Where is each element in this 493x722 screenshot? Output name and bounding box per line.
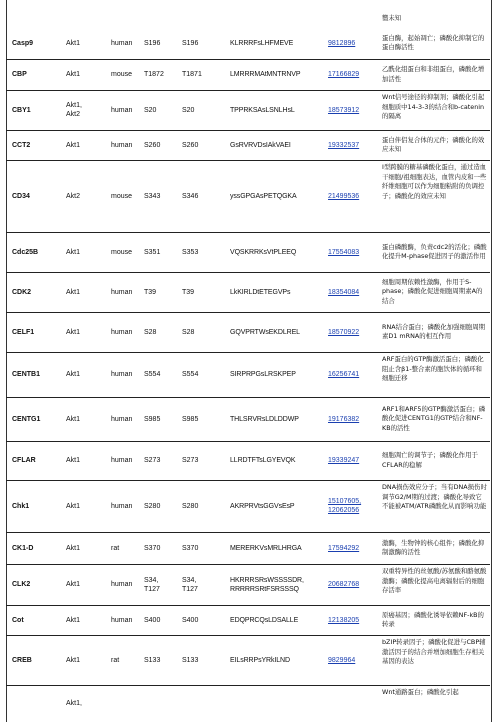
site-cell: S34, T127 [182, 576, 198, 593]
site-cell: S196 [144, 39, 161, 47]
description-cell: 细胞周期依赖性激酶，作用于S-phase；磷酸化促进细胞周期素A的结合 [382, 277, 483, 305]
site-cell: S985 [144, 415, 161, 423]
species-cell: rat [111, 656, 120, 664]
species-cell: human [111, 106, 133, 114]
sequence-cell: SIRPRPGsLRSKPEP [230, 371, 296, 378]
site-cell: S273 [144, 457, 161, 464]
site-cell: S280 [182, 502, 199, 510]
pmid-link[interactable]: 19332537 [328, 141, 360, 149]
description-cell: 蛋白伴侣复合体的元件；磷酸化的效应未知 [382, 135, 485, 153]
gene-cell: CENTG1 [12, 415, 41, 423]
site-cell: S400 [182, 616, 199, 624]
gene-cell: CDK2 [12, 288, 32, 296]
pmid-link[interactable]: 17166829 [328, 71, 360, 78]
description-cell: Wnt信号途径的抑制剂；磷酸化引起细胞质中14-3-3的结合和b-catenin的隔离 [382, 93, 485, 120]
kinase-cell: Akt1 [66, 328, 81, 336]
pmid-link[interactable]: 9829964 [328, 656, 356, 664]
sequence-cell: LMRRRMAtMNTRNVP [230, 71, 301, 78]
pmid-link[interactable]: 18570922 [328, 328, 360, 336]
kinase-cell: Akt1 [66, 581, 81, 588]
site-cell: S133 [144, 656, 161, 664]
description-cell: 激酶，生物钟的核心组件；磷酸化抑制激酶的活性 [382, 538, 485, 556]
site-cell: S400 [144, 616, 161, 624]
species-cell: human [111, 39, 133, 47]
site-cell: S370 [182, 544, 199, 552]
kinase-cell: Akt1 [66, 288, 81, 296]
kinase-cell: Akt1 [66, 248, 81, 256]
site-cell: S260 [182, 141, 199, 149]
site-cell: S554 [144, 371, 161, 378]
kinase-cell: Akt1 [66, 544, 81, 552]
table-row [6, 635, 490, 686]
species-cell: human [111, 415, 133, 423]
species-cell: human [111, 457, 133, 464]
species-cell: human [111, 141, 133, 149]
pmid-link[interactable] [328, 685, 380, 722]
description-cell: 乙酰化组蛋白和非组蛋白，磷酸化增加活性 [382, 65, 485, 83]
table-row [6, 27, 490, 60]
gene-cell: CCT2 [12, 141, 31, 149]
species-cell: mouse [111, 192, 133, 200]
species-cell [111, 685, 147, 722]
site-cell: S353 [182, 248, 199, 256]
sequence-cell: KLRRRFsLHFMEVE [230, 39, 294, 47]
kinase-cell: Akt1 [66, 39, 81, 47]
kinase-cell: Akt1, Akt2 [66, 102, 82, 118]
site-cell: S554 [182, 371, 199, 378]
description-cell: 双重特异性的丝氨酸/苏氨酸和酪氨酸激酶；磷酸化提高电离辐射后的细胞存活率 [382, 567, 487, 594]
site-cell: S260 [144, 141, 161, 149]
sequence-cell: AKRPRVtsGGVsEsP [230, 502, 295, 510]
sequence-cell: MERERKVsMRLHRGA [230, 544, 302, 552]
gene-cell: CBP [12, 71, 27, 78]
sequence-cell: GQVPRTWsEKDLREL [230, 328, 300, 336]
site-cell: S20 [144, 106, 157, 114]
pmid-link[interactable]: 18354084 [328, 288, 360, 296]
table-row [6, 59, 490, 91]
kinase-cell: Akt1 [66, 141, 81, 149]
sequence-cell: EDQPRCQsLDSALLE [230, 616, 299, 624]
site-cell: S34, T127 [144, 576, 160, 593]
site-cell: S28 [144, 328, 157, 336]
gene-cell: Chk1 [12, 502, 30, 510]
species-cell: human [111, 328, 133, 336]
gene-cell: CD34 [12, 192, 30, 200]
table-row [6, 480, 490, 533]
pmid-link[interactable]: 16256741 [328, 371, 360, 378]
site-cell: T39 [144, 288, 157, 296]
kinase-cell: Akt1, [66, 700, 82, 707]
pmid-link[interactable]: 20682768 [328, 581, 360, 588]
description-cell: Wnt通路蛋白；磷酸化引起 [382, 688, 459, 696]
sequence-cell: LLRDTFTsLGYEVQK [230, 457, 296, 464]
gene-cell: CELF1 [12, 328, 35, 336]
site-cell: T1871 [182, 71, 202, 78]
table-row [6, 685, 490, 722]
sequence-cell: GsRVRVDsIAkVAEI [230, 141, 291, 149]
site-cell: S985 [182, 415, 199, 423]
gene-cell: CENTB1 [12, 371, 41, 378]
description-cell: ARF1和ARF5的GTP酶激活蛋白；磷酸化促进CENTG1的GTP结合和NF-KB的活性 [382, 404, 486, 432]
pmid-link[interactable]: 15107605, 12062056 [328, 498, 362, 514]
sequence-cell: LkKIRLDtETEGVPs [230, 288, 291, 296]
pmid-link[interactable]: 17554083 [328, 248, 360, 256]
pmid-link[interactable]: 21499536 [328, 192, 360, 200]
table-row [6, 532, 490, 565]
description-cell: 原癌基因；磷酸化诱导依赖NF-kB的转录 [382, 610, 484, 628]
gene-cell: CFLAR [12, 457, 36, 464]
site-cell: S280 [144, 502, 161, 510]
table-row [6, 441, 490, 481]
sequence-cell: THLSRVRsLDLDDWP [230, 415, 299, 423]
pmid-link[interactable]: 19339247 [328, 457, 360, 464]
gene-cell: CLK2 [12, 581, 31, 588]
pmid-link[interactable]: 18573912 [328, 106, 360, 114]
pmid-link[interactable]: 17594292 [328, 544, 360, 552]
site-cell: T1872 [144, 71, 164, 78]
site-cell: S343 [144, 192, 161, 200]
species-cell: human [111, 502, 133, 510]
table-row [6, 352, 490, 398]
kinase-cell: Akt1 [66, 502, 81, 510]
kinase-cell: Akt1 [66, 371, 81, 378]
table-row [6, 564, 490, 606]
gene-cell: CK1-D [12, 544, 34, 552]
description-cell: 细胞凋亡的调节子；磷酸化作用于CFLAR的稳解 [382, 451, 478, 469]
pmid-link[interactable]: 9812896 [328, 39, 356, 47]
site-cell [144, 685, 184, 722]
sequence-cell: TPPRKSAsLSNLHsL [230, 106, 295, 114]
kinase-cell: Akt1 [66, 71, 81, 78]
description-cell: 蛋白酶，起始凋亡；磷酸化抑制它的蛋白酶活性 [382, 33, 485, 51]
gene-cell: Cdc25B [12, 248, 39, 256]
description-cell: RNA结合蛋白；磷酸化加强细胞周期素D1 mRNA的相互作用 [382, 322, 486, 340]
species-cell: rat [111, 544, 120, 552]
site-cell: S370 [144, 544, 161, 552]
kinase-cell: Akt1 [66, 616, 81, 624]
site-cell: S346 [182, 192, 199, 200]
kinase-cell: Akt1 [66, 656, 81, 664]
table-row [6, 90, 490, 131]
continued-description: 嚮未知 [382, 14, 402, 22]
site-cell: T39 [182, 288, 195, 296]
table-row [6, 605, 490, 636]
site-cell: S273 [182, 457, 199, 464]
kinase-cell: Akt1 [66, 457, 81, 464]
species-cell: mouse [111, 71, 133, 78]
gene-cell: CREB [12, 656, 32, 664]
description-cell: I型跨膜的糖基磷酸化蛋白，通过造血干细胞/祖细胞表达，血管内皮和一些纤维细胞可以作为细胞粘附的负调控子；磷酸化的效应未知 [382, 163, 487, 200]
site-cell: S196 [182, 39, 199, 47]
sequence-cell [230, 685, 330, 722]
sequence-cell: VQSKRRKsVtPLEEQ [230, 248, 297, 256]
sequence-cell: EILsRRPsYRkILND [230, 656, 290, 664]
site-cell: S28 [182, 328, 195, 336]
gene-cell: Cot [12, 616, 24, 624]
site-cell [182, 685, 222, 722]
description-cell: bZIP转录因子；磷酸化促进与CBP辅激活因子的结合并增加细胞生存相关基因的表达 [382, 638, 486, 665]
description-cell: 蛋白磷酸酶，负责cdc2的活化；磷酸化提升M-phase促进因子的激活作用 [382, 242, 487, 260]
description-cell: ARF蛋白的GTP酶激活蛋白；磷酸化阻止含β1-整合素的胞饮体的循环和细胞迁移 [382, 355, 484, 382]
table-row [6, 272, 490, 313]
gene-cell: Casp9 [12, 39, 34, 47]
table-row [6, 312, 490, 353]
site-cell: S133 [182, 656, 199, 664]
species-cell: human [111, 581, 133, 588]
site-cell: S20 [182, 106, 195, 114]
pmid-link[interactable]: 12138205 [328, 616, 360, 624]
table-row [6, 160, 490, 233]
species-cell: human [111, 616, 133, 624]
pmid-link[interactable]: 19176382 [328, 415, 360, 423]
sequence-cell: yssGPGAsPETQGKA [230, 192, 297, 200]
gene-cell [12, 685, 68, 722]
table-row [6, 130, 490, 161]
kinase-cell: Akt2 [66, 192, 81, 200]
species-cell: human [111, 288, 133, 296]
table-row [6, 397, 490, 442]
species-cell: mouse [111, 248, 133, 256]
species-cell: human [111, 371, 133, 378]
sequence-cell: HKRRRSRsWSSSSDR, RRRRRSRtFSRSSSQ [230, 576, 304, 593]
table-row [6, 232, 490, 273]
gene-cell: CBY1 [12, 106, 31, 114]
kinase-cell: Akt1 [66, 415, 81, 423]
description-cell: DNA损伤效应分子；当有DNA损伤时调节G2/M期的过渡；磷酸化导致它不能被ATM/ATR磷酸化从而影响功能 [382, 483, 487, 510]
site-cell: S351 [144, 248, 161, 256]
